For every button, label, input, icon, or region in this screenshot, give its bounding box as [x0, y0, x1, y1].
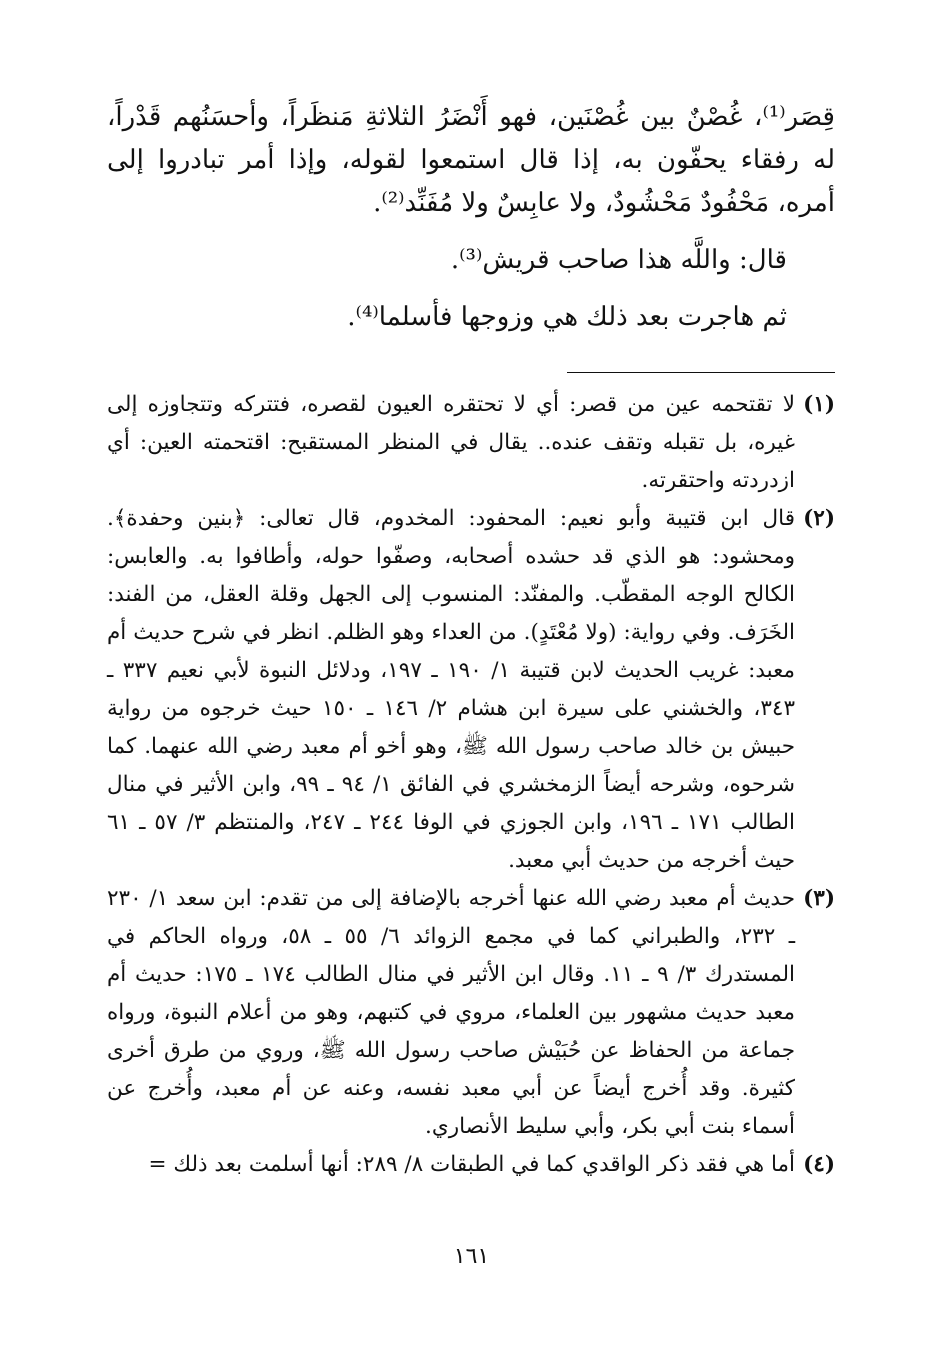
- footnote-1: [107, 386, 835, 500]
- page-number: ١٦١: [453, 1244, 490, 1269]
- footnote-text: حديث أم معبد رضي الله عنها أخرجه بالإضافة إلى من تقدم: ابن سعد ١/ ٢٣٠ ـ ٢٣٢، والطبراني كما في مجمع الزوائد ٦/ ٥٥ ـ ٥٨، ورواه الحاكم في المستدرك ٣/ ٩ ـ ١١. وقال ابن الأثير في منال الطالب ١٧٤ ـ ١٧٥: حديث أم معبد حديث مشهور بين العلماء، مروي في كتبهم، وهو من أعلام النبوة، ورواه جماعة من الحفاظ عن حُبَيْش صاحب رسول الله ﷺ، وروي من طرق أخرى كثيرة. وقد أُخرج أيضاً عن أبي معبد نفسه، وعنه عن أم معبد، وأُخرج عن أسماء بنت أبي بكر، وأبي سليط الأنصاري.: [107, 886, 796, 1139]
- footnote-2: [107, 500, 835, 880]
- footnote-text: قال ابن قتيبة وأبو نعيم: المحفود: المخدوم، قال تعالى: ﴿بنين وحفدة﴾. ومحشود: هو الذي قد حشده أصحابه، وصفّوا حوله، وأطافوا به. والعابس: الكالح الوجه المقطّب. والمفنّد: المنسوب إلى الجهل وقلة العقل، من الفند: الخَرَف. وفي رواية: (ولا مُعْتَدٍ). من العداء وهو الظلم. انظر في شرح حديث أم معبد: غريب الحديث لابن قتيبة ١/ ١٩٠ ـ ١٩٧، ودلائل النبوة لأبي نعيم ٣٣٧ ـ ٣٤٣، والخشني على سيرة ابن هشام ٢/ ١٤٦ ـ ١٥٠ حيث خرجوه من رواية حبيش بن خالد صاحب رسول الله ﷺ، وهو أخو أم معبد رضي الله عنهما. كما شرحوه، وشرحه أيضاً الزمخشري في الفائق ١/ ٩٤ ـ ٩٩، وابن الأثير في منال الطالب ١٧١ ـ ١٩٦، وابن الجوزي في الوفا ٢٤٤ ـ ٢٤٧، والمنتظم ٣/ ٥٧ ـ ٦١ حيث أخرجه من حديث أبي معبد.: [107, 506, 796, 873]
- footnote-number: (٢): [803, 506, 835, 531]
- main-text: [107, 96, 835, 339]
- footnote-number: (١): [803, 392, 835, 417]
- footnote-4: [107, 1146, 835, 1184]
- footnote-text: أما هي فقد ذكر الواقدي كما في الطبقات ٨/ ٢٨٩: أنها أسلمت بعد ذلك =: [148, 1152, 795, 1177]
- footnote-3: [107, 880, 835, 1146]
- main-paragraph-2: قال: واللَّه هذا صاحب قريش⁽³⁾.: [450, 245, 787, 275]
- main-paragraph-3: ثم هاجرت بعد ذلك هي وزوجها فأسلما⁽⁴⁾.: [347, 302, 787, 332]
- main-paragraph-1: قِصَر⁽¹⁾، غُصْنٌ بين غُصْنَين، فهو أَنْضَرُ الثلاثةِ مَنظَراً، وأحسَنُهم قَدْراً، له رفقاء يحفّون به، إذا قال استمعوا لقوله، وإذا أمر تبادروا إلى أمره، مَحْفُودٌ مَحْشُودٌ، ولا عابِسٌ ولا مُفَنِّد⁽²⁾.: [107, 102, 835, 218]
- footnote-text: لا تقتحمه عين من قصر: أي لا تحتقره العيون لقصره، فتتركه وتتجاوزه إلى غيره، بل تقبله وتقف عنده.. يقال في المنظر المستقبح: اقتحمته العين: أي ازدردته واحتقرته.: [107, 392, 795, 493]
- footnote-number: (٤): [803, 1152, 835, 1177]
- footnote-number: (٣): [803, 886, 835, 911]
- footnote-separator: [567, 372, 835, 373]
- footnotes: [107, 386, 835, 1184]
